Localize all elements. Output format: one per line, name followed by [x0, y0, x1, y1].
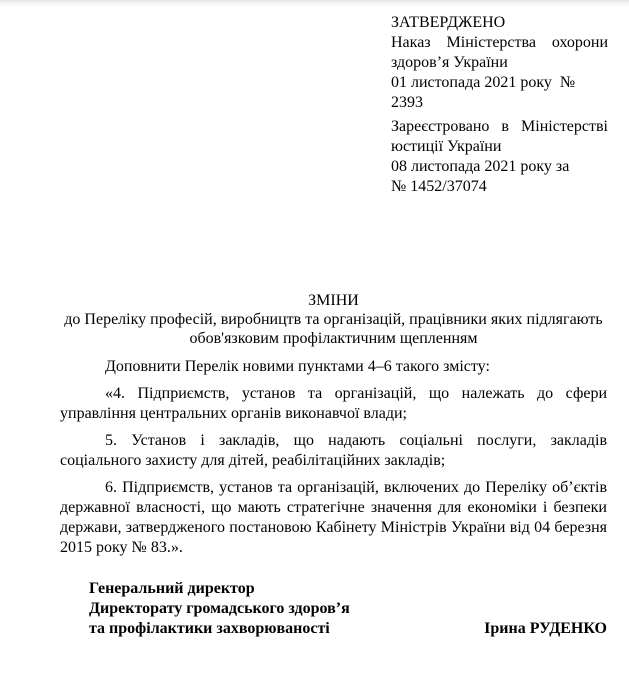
approval-line-approved: ЗАТВЕРДЖЕНО	[391, 14, 506, 31]
registration-line-number: № 1452/37074	[391, 178, 487, 195]
page-top-edge-shadow	[0, 0, 629, 7]
approval-line-ministry: здоров’я України	[391, 54, 508, 71]
paragraph-item-5: 5. Установ і закладів, що надають соціальні послуги, закладів соціального захисту для дітей, реабілітаційних закладів;	[60, 432, 607, 469]
paragraph-item-6: 6. Підприємств, установ та організацій, включених до Переліку об’єктів державної власності, що мають стратегічне значення для економіки і безпеки держави, затвердженого постановою Кабінету Міністрів України від 04 березня 2015 року № 83.».	[60, 479, 607, 556]
approval-line-date-number: 01 листопада 2021 року № 2393	[391, 74, 576, 111]
paragraph-item-4: «4. Підприємств, установ та організацій, що належать до сфери управління центральних органів виконавчої влади;	[60, 385, 607, 422]
signatory-title-line: Директорату громадського здоров’я	[89, 600, 350, 617]
approval-block	[391, 13, 608, 113]
signatory-title-line: Генеральний директор	[89, 580, 255, 597]
signatory-name: Ірина РУДЕНКО	[484, 620, 607, 637]
registration-line-date: 08 листопада 2021 року за	[391, 158, 570, 175]
signature-block	[89, 579, 607, 639]
document-title	[60, 291, 607, 348]
signature-row	[89, 619, 607, 639]
document-body	[60, 357, 607, 565]
signatory-title-line: та профілактики захворюваності	[89, 620, 330, 637]
title-heading: ЗМІНИ	[308, 292, 359, 309]
title-subtitle-line: до Переліку професій, виробництв та організацій, працівники яких підлягають	[64, 311, 603, 328]
approval-line-order: Наказ Міністерства охорони	[391, 34, 608, 51]
registration-line-registered: Зареєстровано в Міністерстві	[391, 118, 608, 135]
title-subtitle-line: обов'язковим профілактичним щепленням	[189, 330, 478, 347]
registration-block	[391, 117, 608, 197]
paragraph-intro: Доповнити Перелік новими пунктами 4–6 такого змісту:	[105, 358, 490, 375]
registration-line-justice: юстиції України	[391, 138, 502, 155]
